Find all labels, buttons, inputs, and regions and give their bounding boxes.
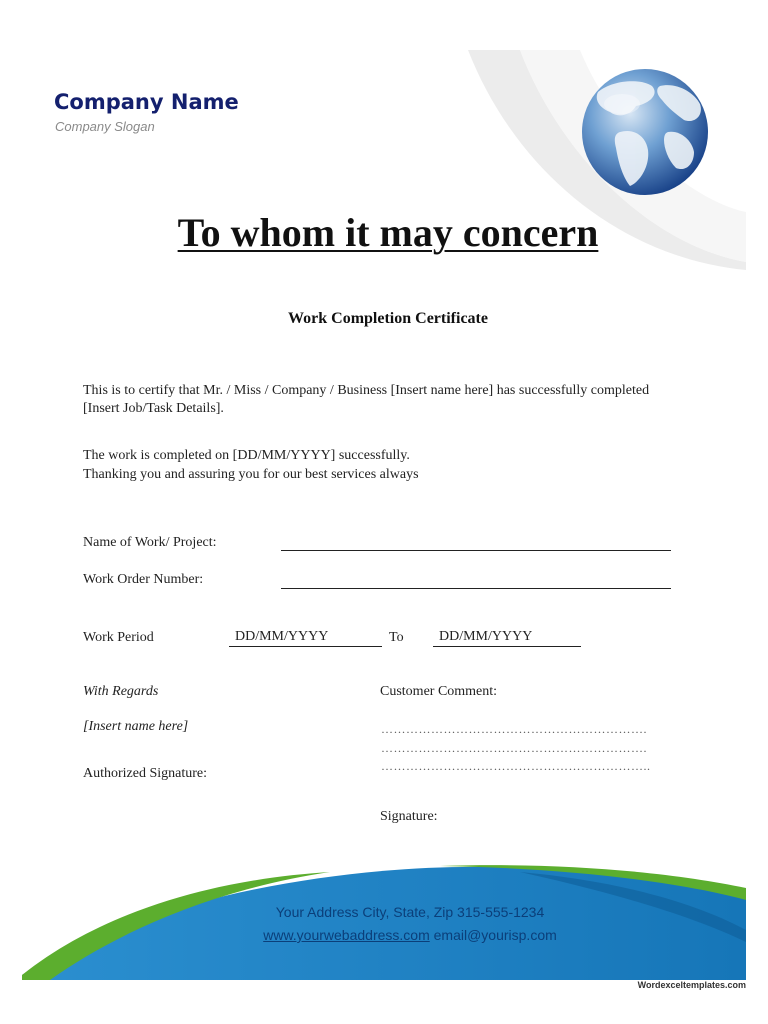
globe-icon [582,69,708,195]
company-slogan: Company Slogan [55,119,155,134]
work-order-label: Work Order Number: [83,572,204,587]
company-name: Company Name [54,90,239,114]
completion-line-1: The work is completed on [DD/MM/YYYY] successfully. [83,448,410,463]
authorized-signature-label: Authorized Signature: [83,766,208,781]
project-name-label: Name of Work/ Project: [83,535,217,550]
certify-line-1: This is to certify that Mr. / Miss / Company / Business [Insert name here] has successfully completed [83,383,650,398]
regards-text: With Regards [83,684,159,699]
customer-comment-label: Customer Comment: [380,684,498,699]
work-order-line[interactable] [281,588,671,589]
certificate-subtitle: Work Completion Certificate [288,310,488,327]
footer-email[interactable]: email@yourisp.com [433,927,557,943]
work-period-to-field[interactable]: DD/MM/YYYY [433,629,581,647]
footer-wave-decoration [22,865,746,980]
page-title: To whom it may concern [177,210,599,255]
website-link[interactable]: www.yourwebaddress.com [263,927,430,943]
work-period-label: Work Period [83,630,154,645]
project-name-line[interactable] [281,550,671,551]
footer-address: Your Address City, State, Zip 315-555-1234 [275,904,545,920]
footer-contact [0,927,768,943]
comment-line-1[interactable]: ………………………………………………………. [381,722,647,736]
comment-line-2[interactable]: ………………………………………………………. [381,741,647,755]
watermark-text: Wordexceltemplates.com [637,980,746,990]
completion-line-2: Thanking you and assuring you for our best services always [83,467,419,482]
comment-line-3[interactable]: ……………………………………………………….. [381,759,651,773]
signer-name-placeholder: [Insert name here] [83,719,189,734]
work-period-from-field[interactable]: DD/MM/YYYY [229,629,382,647]
customer-signature-label: Signature: [380,809,438,824]
certify-line-2: [Insert Job/Task Details]. [83,401,224,416]
work-period-to-label: To [389,630,404,645]
